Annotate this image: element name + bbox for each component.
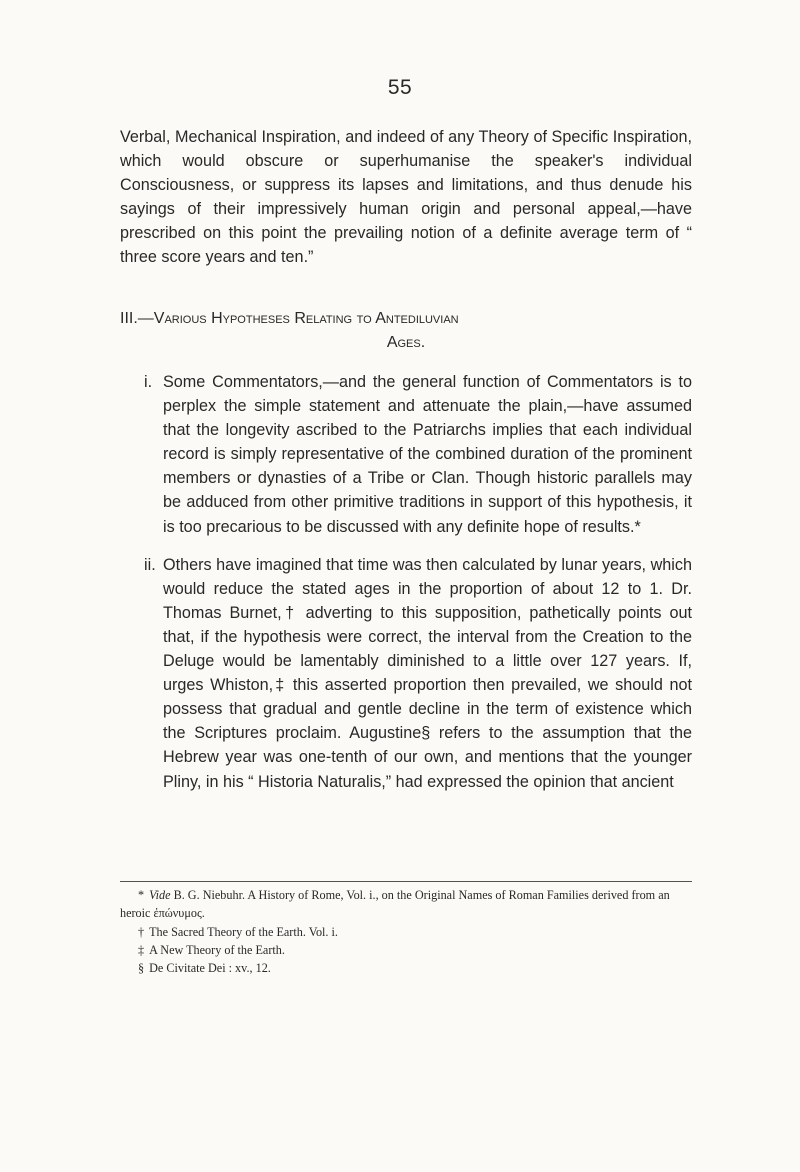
section-heading-line-2: Ages. [386, 334, 426, 351]
footnote-italic-lead: Vide [149, 888, 171, 902]
hypotheses-list [120, 370, 692, 808]
list-item-text: Some Commentators,—and the general function of Commentators is to perplex the simple statement and attenuate the plain,—have assumed that the longevity ascribed to the Patriarchs implies that each individual record is simply representative of the combined duration of the prominent members or dynasties of a Tribe or Clan. Though historic parallels may be adduced from other primitive traditions in support of this hypothesis, it is too precarious to be discussed with any definite hope of results.* [163, 373, 692, 536]
footnote [120, 923, 692, 941]
page-number: 55 [387, 76, 413, 99]
list-item [120, 553, 692, 794]
list-item-text: Others have imagined that time was then calculated by lunar years, which would reduce the stated ages in the proportion of about 12 to 1. Dr. Thomas Burnet,† adverting to this supposition, pathetically points out that, if the hypothesis were correct, the interval from the Creation to the Deluge would be lamentably diminished to a little over 127 years. If, urges Whiston,‡ this asserted proportion then prevailed, we should not possess that gradual and gentle decline in the term of existence which the Scriptures proclaim. Augustine§ refers to the assumption that the Hebrew year was one-tenth of our own, and mentions that the younger Pliny, in his “ Historia Naturalis,” had expressed the opinion that ancient [163, 555, 692, 791]
section-heading [120, 307, 692, 355]
footnote-symbol: † [138, 924, 145, 939]
footnote-symbol: § [138, 961, 145, 976]
footnote-symbol: * [138, 888, 145, 902]
footnote-text: The Sacred Theory of the Earth. Vol. i. [149, 924, 338, 939]
section-heading-line-1: III.—Various Hypotheses Relating to Antediluvian [120, 310, 459, 327]
list-item-marker: i. [144, 373, 153, 391]
footnote-divider [120, 881, 692, 882]
footnotes [120, 886, 692, 977]
footnote-text: De Civitate Dei : xv., 12. [149, 961, 271, 976]
intro-paragraph: Verbal, Mechanical Inspiration, and indeed of any Theory of Specific Inspiration, which would obscure or superhumanise the speaker's individual Consciousness, or suppress its lapses and limitations, and thus denude his sayings of their impressively human origin and personal appeal,—have prescribed on this point the prevailing notion of a definite average term of “ three score years and ten.” [120, 128, 692, 267]
footnote-text: B. G. Niebuhr. A History of Rome, Vol. i., on the Original Names of Roman Families derived from an heroic ἐπώνυμος. [120, 888, 670, 921]
footnote-symbol: ‡ [138, 942, 145, 957]
footnote-text: A New Theory of the Earth. [149, 942, 285, 957]
footnote [120, 941, 692, 959]
list-item [120, 370, 692, 539]
footnote [120, 959, 692, 977]
list-item-marker: ii. [144, 555, 156, 574]
footnote [120, 886, 692, 923]
